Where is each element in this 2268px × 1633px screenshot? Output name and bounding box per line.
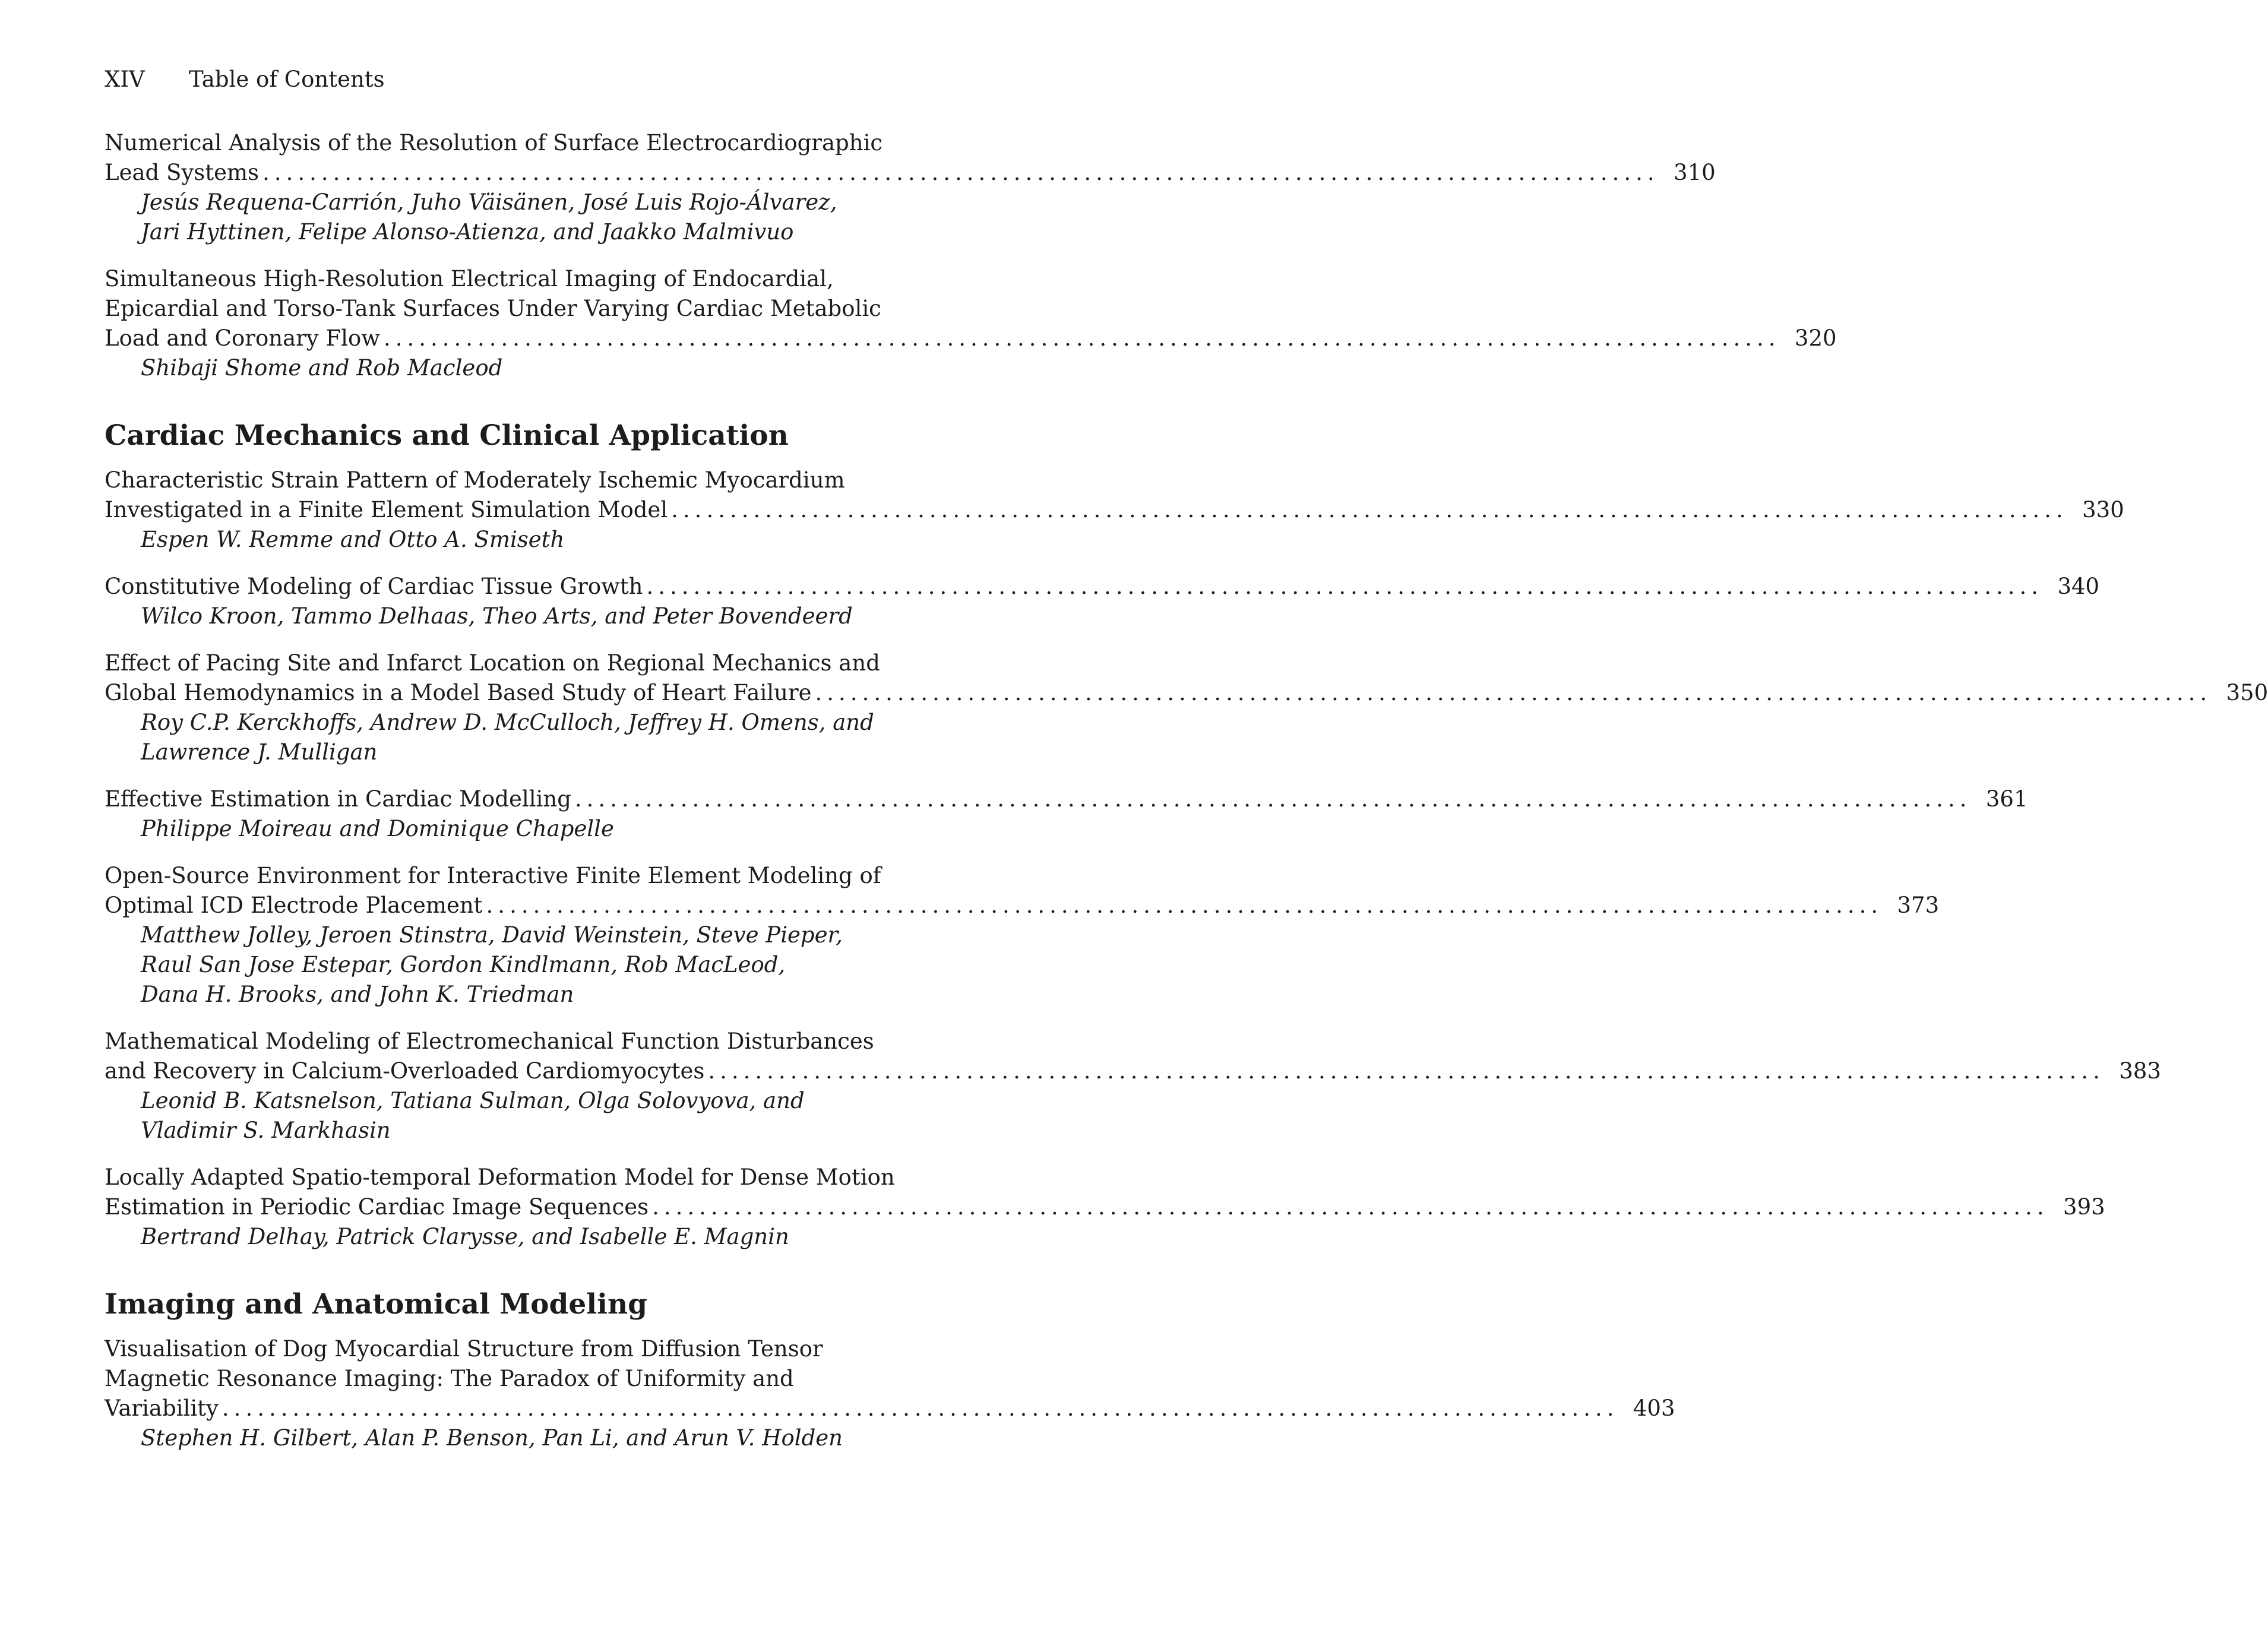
entry-title-row — [105, 572, 2100, 602]
entry-authors — [105, 353, 960, 383]
author-line: Raul San Jose Estepar, Gordon Kindlmann, Rob MacLeod, — [141, 952, 786, 977]
author-line: Jesús Requena-Carrión, Juho Väisänen, José Luis Rojo-Álvarez, — [141, 189, 837, 215]
entry-title-line: Numerical Analysis of the Resolution of Surface Electrocardiographic — [105, 130, 883, 156]
entry-page-number[interactable]: 403 — [1633, 1395, 1675, 1421]
entry-title-row — [105, 1192, 2105, 1222]
entry-authors — [105, 708, 960, 767]
entry-title-line: Effect of Pacing Site and Infarct Location on Regional Mechanics and — [105, 650, 880, 676]
entry-title-row — [105, 1056, 2161, 1086]
entry-title-row — [105, 678, 2268, 708]
author-line: Jari Hyttinen, Felipe Alonso-Atienza, and Jaakko Malmivuo — [141, 219, 794, 245]
entry-title-line: Global Hemodynamics in a Model Based Study of Heart Failure — [105, 680, 812, 705]
author-line: Dana H. Brooks, and John K. Triedman — [141, 982, 574, 1007]
author-line: Leonid B. Katsnelson, Tatiana Sulman, Olga Solovyova, and — [141, 1088, 805, 1113]
author-line: Philippe Moireau and Dominique Chapelle — [141, 816, 614, 841]
entry-title-line: Mathematical Modeling of Electromechanical Function Disturbances — [105, 1028, 874, 1054]
entry-title-line: Locally Adapted Spatio-temporal Deformation Model for Dense Motion — [105, 1164, 895, 1190]
author-line: Stephen H. Gilbert, Alan P. Benson, Pan Li, and Arun V. Holden — [141, 1425, 843, 1451]
toc-entry[interactable] — [105, 861, 1940, 1009]
toc-entry[interactable] — [105, 264, 1837, 383]
dot-leader: ....................................................................................................................... — [671, 497, 2068, 523]
author-line: Vladimir S. Markhasin — [141, 1118, 391, 1143]
toc-entry[interactable] — [105, 572, 2100, 631]
entry-authors — [105, 525, 960, 555]
toc-entry[interactable] — [105, 1027, 2161, 1145]
entry-title-line: Visualisation of Dog Myocardial Structure from Diffusion Tensor — [105, 1336, 823, 1362]
entry-page-number[interactable]: 383 — [2119, 1058, 2161, 1084]
entry-title-line: Optimal ICD Electrode Placement — [105, 893, 483, 918]
author-line: Wilco Kroon, Tammo Delhaas, Theo Arts, and Peter Bovendeerd — [141, 603, 853, 629]
entry-title-row — [105, 891, 1940, 920]
toc-entry[interactable] — [105, 1334, 1675, 1453]
toc-entry[interactable] — [105, 1163, 2105, 1252]
entry-title-line: Effective Estimation in Cardiac Modelling — [105, 786, 571, 812]
dot-leader: ....................................................................................................................... — [574, 786, 1972, 812]
entry-authors — [105, 1423, 960, 1453]
author-line: Bertrand Delhay, Patrick Clarysse, and Isabelle E. Magnin — [141, 1224, 789, 1249]
table-of-contents — [105, 128, 2268, 1453]
author-line: Shibaji Shome and Rob Macleod — [141, 355, 503, 381]
toc-entry[interactable] — [105, 648, 2268, 767]
entry-page-number[interactable]: 340 — [2057, 574, 2100, 599]
entry-page-number[interactable]: 320 — [1794, 325, 1837, 351]
entry-title-line: Characteristic Strain Pattern of Moderately Ischemic Myocardium — [105, 467, 845, 493]
entry-title-line: Estimation in Periodic Cardiac Image Sequences — [105, 1194, 649, 1220]
dot-leader: ....................................................................................................................... — [646, 574, 2044, 599]
section-heading: Imaging and Anatomical Modeling — [105, 1288, 648, 1321]
entry-authors — [105, 920, 960, 1009]
dot-leader: ....................................................................................................................... — [652, 1194, 2049, 1220]
running-title: Table of Contents — [189, 67, 385, 92]
entry-authors — [105, 1086, 960, 1145]
dot-leader: ....................................................................................................................... — [262, 160, 1659, 185]
toc-entry[interactable] — [105, 128, 1716, 247]
dot-leader: ....................................................................................................................... — [708, 1058, 2105, 1084]
toc-entry[interactable] — [105, 784, 2028, 844]
author-line: Espen W. Remme and Otto A. Smiseth — [141, 527, 565, 552]
entry-title-row — [105, 495, 2124, 525]
entry-title-line: Investigated in a Finite Element Simulation Model — [105, 497, 668, 523]
entry-authors — [105, 188, 960, 247]
entry-title-line: Lead Systems — [105, 160, 260, 185]
entry-title-row — [105, 324, 1837, 353]
entry-title-line: Magnetic Resonance Imaging: The Paradox of Uniformity and — [105, 1366, 794, 1391]
entry-page-number[interactable]: 373 — [1897, 893, 1940, 918]
entry-page-number[interactable]: 350 — [2226, 680, 2268, 705]
entry-title-row — [105, 1394, 1675, 1423]
author-line: Roy C.P. Kerckhoffs, Andrew D. McCulloch, Jeffrey H. Omens, and — [141, 710, 874, 735]
entry-title-line: Variability — [105, 1395, 219, 1421]
entry-authors — [105, 602, 960, 631]
section-heading: Cardiac Mechanics and Clinical Application — [105, 419, 789, 452]
entry-page-number[interactable]: 361 — [1985, 786, 2028, 812]
entry-page-number[interactable]: 330 — [2082, 497, 2124, 523]
entry-authors — [105, 814, 960, 844]
entry-title-line: Constitutive Modeling of Cardiac Tissue Growth — [105, 574, 643, 599]
running-head — [105, 67, 385, 92]
toc-entry[interactable] — [105, 466, 2124, 555]
entry-title-line: Load and Coronary Flow — [105, 325, 380, 351]
entry-title-line: Open-Source Environment for Interactive Finite Element Modeling of — [105, 863, 881, 888]
page-number: XIV — [105, 67, 145, 92]
author-line: Lawrence J. Mulligan — [141, 739, 378, 765]
entry-title-row — [105, 158, 1716, 188]
author-line: Matthew Jolley, Jeroen Stinstra, David Weinstein, Steve Pieper, — [141, 922, 843, 948]
dot-leader: ....................................................................................................................... — [815, 680, 2212, 705]
entry-authors — [105, 1222, 960, 1252]
entry-title-line: Epicardial and Torso-Tank Surfaces Under Varying Cardiac Metabolic — [105, 296, 881, 321]
dot-leader: ....................................................................................................................... — [486, 893, 1883, 918]
entry-title-line: and Recovery in Calcium-Overloaded Cardiomyocytes — [105, 1058, 705, 1084]
dot-leader: ....................................................................................................................... — [222, 1395, 1619, 1421]
entry-title-row — [105, 784, 2028, 814]
dot-leader: ....................................................................................................................... — [383, 325, 1780, 351]
entry-title-line: Simultaneous High-Resolution Electrical Imaging of Endocardial, — [105, 266, 834, 292]
entry-page-number[interactable]: 310 — [1674, 160, 1716, 185]
entry-page-number[interactable]: 393 — [2063, 1194, 2105, 1220]
